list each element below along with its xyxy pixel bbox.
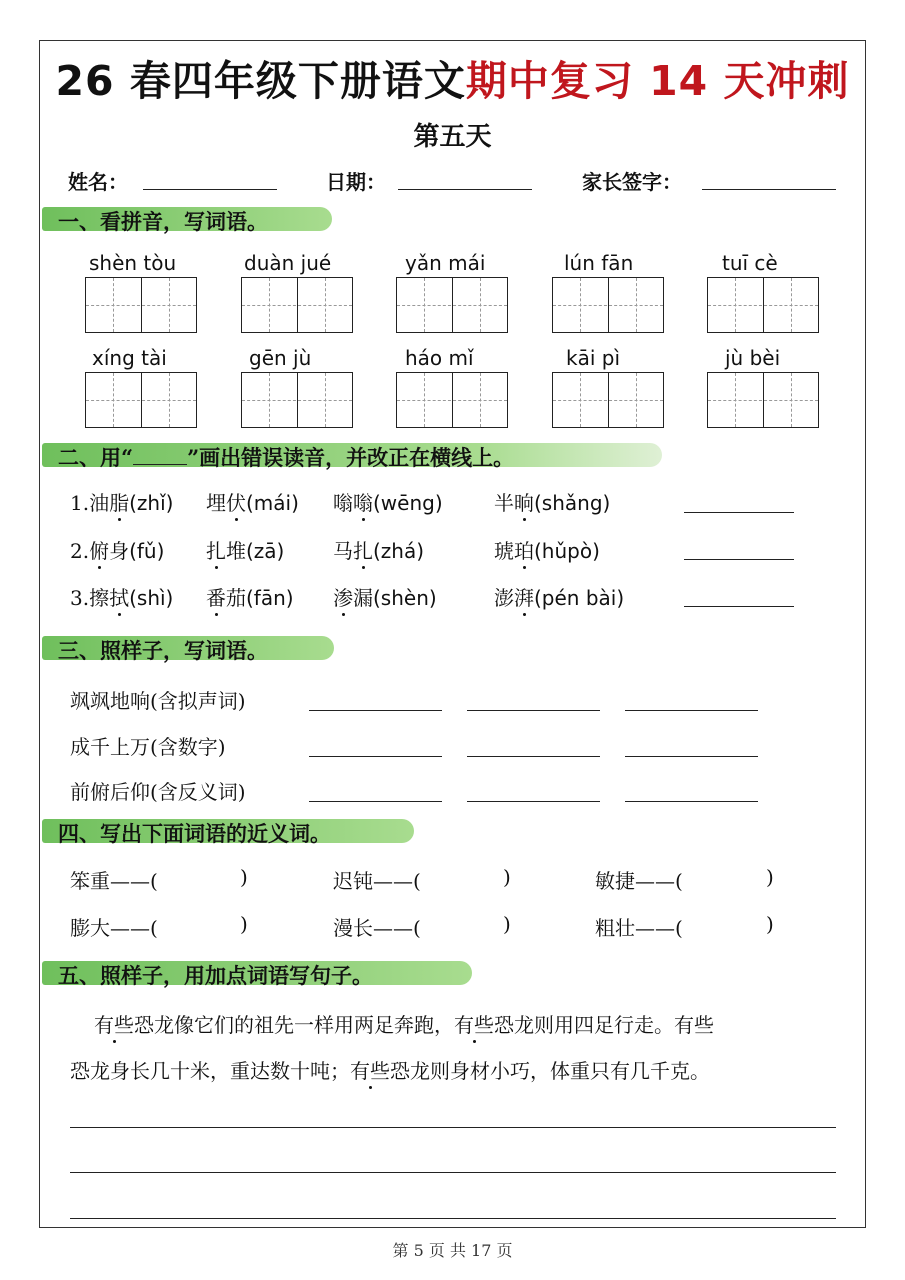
text-fragment: (mái) — [246, 491, 299, 515]
synonym-item: 漫长——( — [333, 916, 421, 940]
writing-line[interactable] — [70, 1172, 836, 1173]
example-word: 成千上万(含数字) — [70, 735, 226, 759]
text-fragment: 马 — [333, 539, 353, 563]
text-fragment: 恐龙像它们的祖先一样用两足奔跑， — [134, 1013, 454, 1037]
date-label: 日期： — [326, 170, 386, 194]
pinyin-label: shèn tòu — [89, 251, 177, 275]
text-fragment: 有些 — [350, 1059, 390, 1083]
parent-sign-field[interactable] — [702, 189, 836, 190]
text-fragment: 晌 — [514, 491, 534, 515]
sample-paragraph-line-1 — [70, 1002, 845, 1048]
page-footer: 第 5 页 共 17 页 — [392, 1241, 513, 1260]
answer-line[interactable] — [309, 801, 442, 802]
pinyin-label: jù bèi — [725, 346, 781, 370]
item-2-1-4 — [494, 487, 610, 516]
answer-line[interactable] — [309, 756, 442, 757]
text-fragment: 有些 — [454, 1013, 494, 1037]
synonym-item: 膨大——( — [70, 916, 158, 940]
name-label: 姓名： — [68, 170, 128, 194]
tian-grid-box[interactable] — [707, 372, 819, 428]
text-fragment: 恐龙则用四足行走。有些 — [494, 1013, 714, 1037]
text-fragment: 埋 — [206, 491, 226, 515]
text-fragment: (pén bài) — [534, 586, 625, 610]
text-fragment: 渗 — [333, 586, 353, 610]
text-fragment: 琥 — [494, 539, 514, 563]
pinyin-label: lún fān — [564, 251, 634, 275]
pinyin-label: háo mǐ — [405, 346, 474, 370]
text-fragment: 1. — [70, 491, 90, 515]
paren-close: ) — [503, 865, 511, 889]
writing-line[interactable] — [70, 1127, 836, 1128]
section-2-title-a: 二、用“ — [58, 445, 134, 470]
text-fragment: 脂 — [109, 491, 130, 515]
writing-line[interactable] — [70, 1218, 836, 1219]
synonym-item: 迟钝——( — [333, 869, 421, 893]
item-2-1-3 — [333, 487, 443, 516]
item-2-1-1 — [70, 487, 173, 516]
text-fragment: 拭 — [109, 586, 130, 610]
paren-close: ) — [766, 912, 774, 936]
text-fragment: 堆(zā) — [226, 539, 285, 563]
text-fragment: 珀 — [514, 539, 534, 563]
text-fragment: 漏(shèn) — [353, 586, 437, 610]
text-fragment: 伏 — [226, 491, 246, 515]
answer-line[interactable] — [684, 512, 794, 513]
item-2-2-4 — [494, 535, 600, 564]
text-fragment: 3. — [70, 586, 90, 610]
answer-line[interactable] — [625, 756, 758, 757]
section-3-title: 三、照样子，写词语。 — [58, 638, 268, 663]
paren-close: ) — [766, 865, 774, 889]
answer-line[interactable] — [309, 710, 442, 711]
tian-grid-box[interactable] — [85, 277, 197, 333]
text-fragment: 擦 — [89, 586, 110, 610]
text-fragment: 番 — [206, 586, 226, 610]
parent-sign-label: 家长签字： — [582, 170, 682, 194]
tian-grid-box[interactable] — [85, 372, 197, 428]
example-word: 飒飒地响(含拟声词) — [70, 689, 246, 713]
text-fragment: 有些 — [94, 1013, 134, 1037]
date-field[interactable] — [398, 189, 532, 190]
example-word: 前俯后仰(含反义词) — [70, 780, 246, 804]
text-fragment: (shǎng) — [534, 491, 611, 515]
tian-grid-box[interactable] — [241, 277, 353, 333]
answer-line[interactable] — [625, 710, 758, 711]
answer-line[interactable] — [467, 756, 600, 757]
pinyin-label: kāi pì — [566, 346, 621, 370]
text-fragment: 嗡 — [333, 491, 353, 515]
text-fragment: (wēng) — [373, 491, 443, 515]
paren-close: ) — [240, 912, 248, 936]
text-fragment: 嗡 — [353, 491, 373, 515]
tian-grid-box[interactable] — [552, 277, 664, 333]
section-2-title — [58, 442, 514, 472]
tian-grid-box[interactable] — [396, 277, 508, 333]
sample-paragraph-line-2 — [70, 1048, 845, 1094]
item-2-3-4 — [494, 582, 624, 611]
text-fragment: 2. — [70, 539, 90, 563]
text-fragment: (zhǐ) — [129, 491, 174, 515]
text-fragment: 俯 — [89, 539, 110, 563]
answer-line[interactable] — [684, 559, 794, 560]
item-2-3-2 — [206, 582, 294, 611]
item-2-1-2 — [206, 487, 299, 516]
pinyin-label: yǎn mái — [405, 251, 486, 275]
title-highlight: 期中复习 14 天冲刺 — [465, 57, 850, 105]
synonym-item: 粗壮——( — [595, 916, 683, 940]
text-fragment: (zhá) — [373, 539, 425, 563]
text-fragment: 扎 — [206, 539, 226, 563]
item-2-3-3 — [333, 582, 437, 611]
section-1-title: 一、看拼音，写词语。 — [58, 209, 268, 234]
pinyin-label: gēn jù — [249, 346, 312, 370]
page-title — [0, 48, 905, 107]
tian-grid-box[interactable] — [552, 372, 664, 428]
tian-grid-box[interactable] — [241, 372, 353, 428]
section-5-title: 五、照样子，用加点词语写句子。 — [58, 963, 373, 988]
answer-line[interactable] — [684, 606, 794, 607]
section-2-title-b: ”画出错误读音，并改正在横线上。 — [187, 445, 515, 470]
answer-line[interactable] — [467, 801, 600, 802]
text-fragment: 澎 — [494, 586, 514, 610]
text-fragment: 半 — [494, 491, 514, 515]
pinyin-label: tuī cè — [722, 251, 778, 275]
name-field[interactable] — [143, 189, 277, 190]
text-fragment: (hǔpò) — [534, 539, 600, 563]
item-2-2-2 — [206, 535, 284, 564]
item-2-3-1 — [70, 582, 173, 611]
tian-grid-box[interactable] — [707, 277, 819, 333]
answer-line[interactable] — [467, 710, 600, 711]
sample-underline — [133, 450, 187, 465]
paren-close: ) — [503, 912, 511, 936]
text-fragment: 恐龙则身材小巧，体重只有几千克。 — [390, 1059, 710, 1083]
tian-grid-box[interactable] — [396, 372, 508, 428]
paren-close: ) — [240, 865, 248, 889]
text-fragment: 茄(fān) — [226, 586, 294, 610]
text-fragment: (shì) — [129, 586, 174, 610]
text-fragment: 湃 — [514, 586, 534, 610]
item-2-2-1 — [70, 535, 164, 564]
text-fragment: 身(fǔ) — [109, 539, 165, 563]
day-subtitle: 第五天 — [413, 122, 492, 152]
title-main: 26 春四年级下册语文 — [55, 57, 466, 105]
item-2-2-3 — [333, 535, 424, 564]
pinyin-label: duàn jué — [244, 251, 332, 275]
synonym-item: 敏捷——( — [595, 869, 683, 893]
text-fragment: 恐龙身长几十米，重达数十吨； — [70, 1059, 350, 1083]
text-fragment: 油 — [89, 491, 110, 515]
pinyin-label: xíng tài — [92, 346, 167, 370]
text-fragment: 扎 — [353, 539, 373, 563]
answer-line[interactable] — [625, 801, 758, 802]
section-4-title: 四、写出下面词语的近义词。 — [58, 821, 331, 846]
synonym-item: 笨重——( — [70, 869, 158, 893]
